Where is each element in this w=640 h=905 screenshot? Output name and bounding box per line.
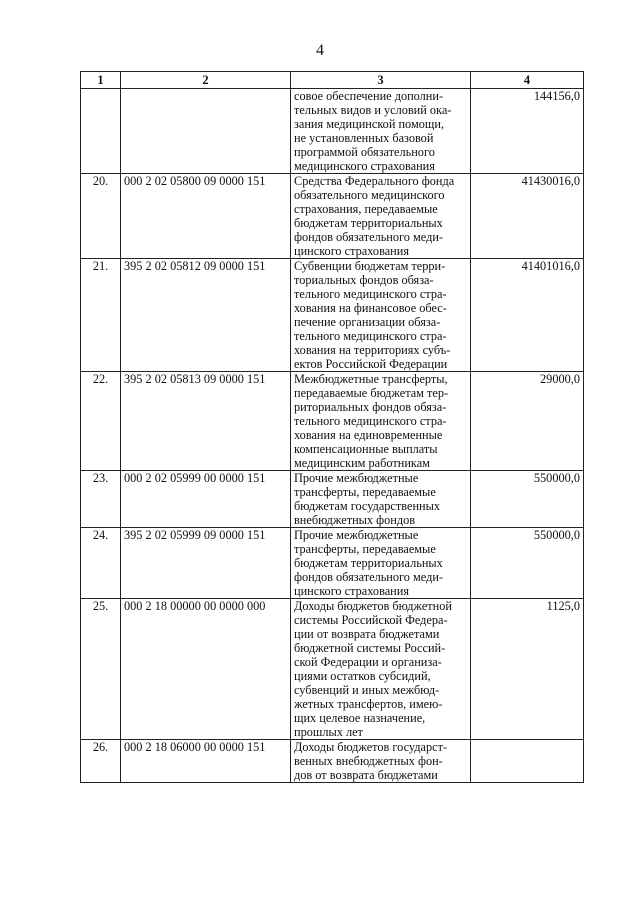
table-row [81,89,584,174]
budget-code: 000 2 18 00000 00 0000 000 [121,599,291,740]
column-header-3: 3 [291,72,471,89]
budget-code: 395 2 02 05999 09 0000 151 [121,528,291,599]
column-header-2: 2 [121,72,291,89]
row-amount: 1125,0 [471,599,584,740]
row-amount [471,740,584,783]
row-description: Субвенции бюджетам терри- ториальных фондов обяза- тельного медицинского стра- хования на финансовое обес- печение организации обяза- тельного медицинского стра- хования на территориях субъ- ектов Российской Федерации [291,259,471,372]
row-number: 20. [81,174,121,259]
table-row [81,471,584,528]
row-description: Прочие межбюджетные трансферты, передаваемые бюджетам территориальных фондов обязательного меди- цинского страхования [291,528,471,599]
row-description: Доходы бюджетов бюджетной системы Российской Федера- ции от возврата бюджетами бюджетной системы Россий- ской Федерации и организа- циями остатков субсидий, субвенций и иных межбюд- жетных трансфертов, имею- щих целевое назначение, прошлых лет [291,599,471,740]
row-number: 22. [81,372,121,471]
budget-code: 395 2 02 05813 09 0000 151 [121,372,291,471]
row-amount: 41401016,0 [471,259,584,372]
row-number: 21. [81,259,121,372]
row-number: 23. [81,471,121,528]
budget-code: 000 2 02 05800 09 0000 151 [121,174,291,259]
table-row [81,528,584,599]
row-amount: 550000,0 [471,471,584,528]
budget-code: 000 2 02 05999 00 0000 151 [121,471,291,528]
page-number: 4 [316,42,324,59]
column-header-4: 4 [471,72,584,89]
table-row [81,599,584,740]
table-body [81,89,584,783]
row-description: совое обеспечение дополни- тельных видов и условий ока- зания медицинской помощи, не установленных базовой программой обязательного медицинского страхования [291,89,471,174]
row-description: Средства Федерального фонда обязательного медицинского страхования, передаваемые бюджетам территориальных фондов обязательного меди- цинского страхования [291,174,471,259]
budget-table [80,71,584,783]
table-row [81,372,584,471]
row-amount: 41430016,0 [471,174,584,259]
row-amount: 550000,0 [471,528,584,599]
row-description: Доходы бюджетов государст- венных внебюджетных фон- дов от возврата бюджетами [291,740,471,783]
row-number [81,89,121,174]
row-number: 26. [81,740,121,783]
row-description: Межбюджетные трансферты, передаваемые бюджетам тер- риториальных фондов обяза- тельного медицинского стра- хования на единовременные компенсационные выплаты медицинским работникам [291,372,471,471]
row-amount: 144156,0 [471,89,584,174]
row-number: 24. [81,528,121,599]
row-amount: 29000,0 [471,372,584,471]
row-description: Прочие межбюджетные трансферты, передаваемые бюджетам государственных внебюджетных фондов [291,471,471,528]
budget-code [121,89,291,174]
row-number: 25. [81,599,121,740]
column-header-1: 1 [81,72,121,89]
table-row [81,174,584,259]
table-row [81,740,584,783]
table-row [81,259,584,372]
header-row [81,72,584,89]
budget-code: 395 2 02 05812 09 0000 151 [121,259,291,372]
budget-code: 000 2 18 06000 00 0000 151 [121,740,291,783]
